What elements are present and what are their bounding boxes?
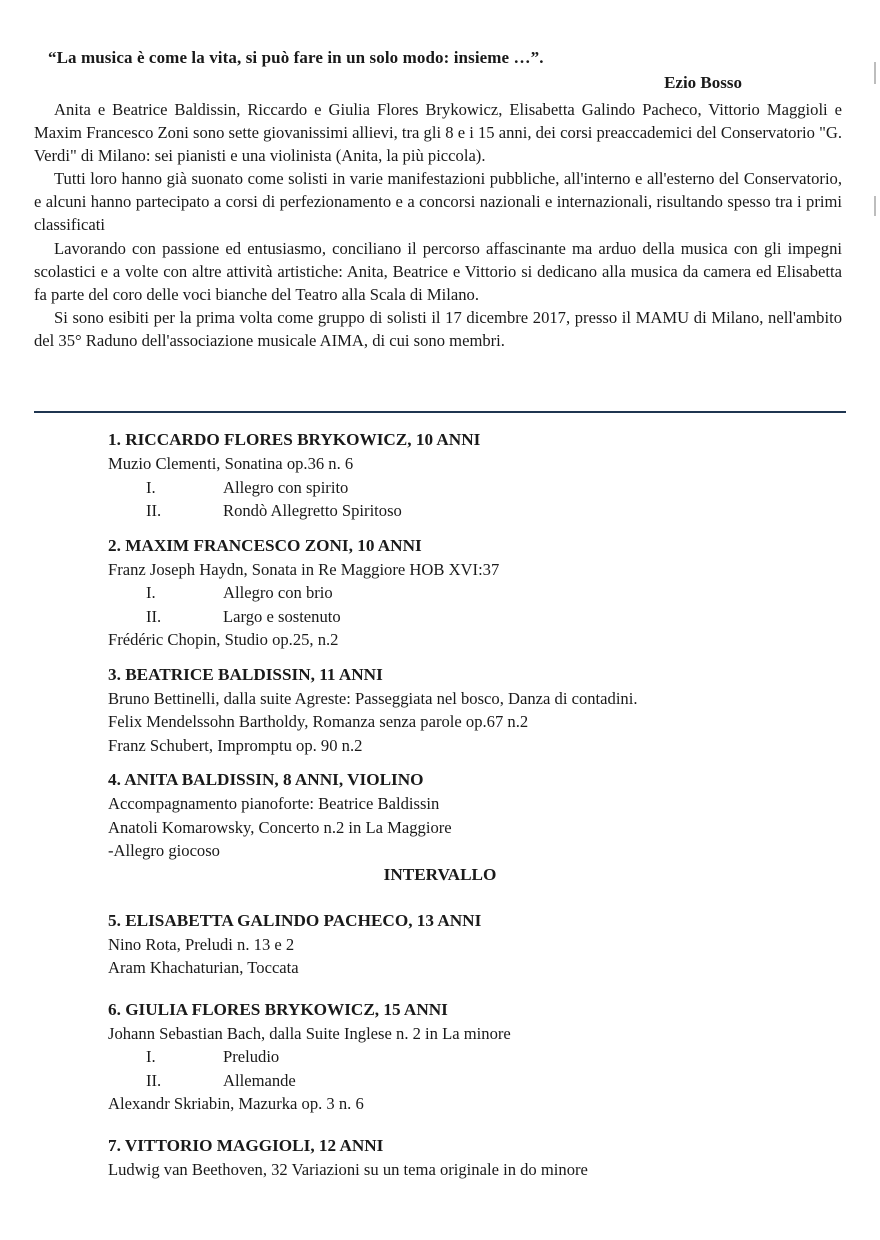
program-item-3 (108, 663, 828, 758)
movement-title: Allegro con spirito (223, 477, 349, 497)
section-divider (34, 411, 846, 413)
piece-line: Ludwig van Beethoven, 32 Variazioni su un tema originale in do minore (108, 1159, 588, 1179)
intro-text (34, 98, 842, 352)
movement-number: I. (146, 477, 156, 497)
performer-heading: 3. BEATRICE BALDISSIN, 11 ANNI (108, 664, 383, 684)
performer-heading: 1. RICCARDO FLORES BRYKOWICZ, 10 ANNI (108, 430, 481, 449)
movement-number: II. (146, 501, 162, 520)
movement-row (108, 581, 828, 605)
performer-heading: 7. VITTORIO MAGGIOLI, 12 ANNI (108, 1135, 384, 1155)
movement-title: Rondò Allegretto Spiritoso (223, 501, 402, 520)
performer-heading: 5. ELISABETTA GALINDO PACHECO, 13 ANNI (108, 910, 482, 930)
interval-heading: INTERVALLO (383, 864, 497, 884)
piece-line: Nino Rota, Preludi n. 13 e 2 (108, 934, 295, 954)
margin-mark (874, 62, 876, 84)
piece-line: Anatoli Komarowsky, Concerto n.2 in La Maggiore (108, 817, 452, 837)
movement-number: I. (146, 583, 156, 602)
performer-heading: 2. MAXIM FRANCESCO ZONI, 10 ANNI (108, 535, 422, 555)
program-item-4 (108, 768, 828, 863)
piece-line: Aram Khachaturian, Toccata (108, 958, 299, 977)
movement-number: II. (146, 606, 162, 626)
piece-line: Accompagnamento pianoforte: Beatrice Baldissin (108, 794, 440, 813)
performer-heading: 6. GIULIA FLORES BRYKOWICZ, 15 ANNI (108, 999, 448, 1019)
piece-line: -Allegro giocoso (108, 841, 220, 860)
program-item-2 (108, 534, 828, 652)
movement-row (108, 605, 828, 629)
movement-title: Allegro con brio (223, 583, 333, 602)
piece-line: Alexandr Skriabin, Mazurka op. 3 n. 6 (108, 1094, 364, 1113)
piece-line: Johann Sebastian Bach, dalla Suite Inglese n. 2 in La minore (108, 1023, 511, 1043)
piece-line: Bruno Bettinelli, dalla suite Agreste: Passeggiata nel bosco, Danza di contadini. (108, 688, 638, 708)
movement-row (108, 1045, 828, 1069)
performer-heading: 4. ANITA BALDISSIN, 8 ANNI, VIOLINO (108, 770, 424, 789)
movement-title: Preludio (223, 1047, 280, 1066)
intro-paragraph: Si sono esibiti per la prima volta come gruppo di solisti il 17 dicembre 2017, presso il MAMU di Milano, nell'ambito del 35° Raduno dell'associazione musicale AIMA, di cui sono membri. (34, 307, 842, 350)
piece-line: Franz Joseph Haydn, Sonata in Re Maggiore HOB XVI:37 (108, 559, 500, 579)
epigraph-quote: “La musica è come la vita, si può fare in un solo modo: insieme …”. (48, 48, 544, 67)
intro-paragraph: Lavorando con passione ed entusiasmo, conciliano il percorso affascinante ma arduo della musica con gli impegni scolastici e a volte con altre attività artistiche: Anita, Beatrice e Vittorio si dedicano alla musica da camera ed Elisabetta fa parte del coro delle voci bianche del Teatro alla Scala di Milano. (34, 238, 842, 304)
movement-row (108, 476, 828, 500)
program-item-5 (108, 909, 828, 980)
intro-paragraph: Tutti loro hanno già suonato come solisti in varie manifestazioni pubbliche, all'interno e all'esterno del Conservatorio, e alcuni hanno partecipato a corsi di perfezionamento e a concorsi nazionali e internazionali, risultando spesso tra i primi classificati (34, 169, 842, 235)
program-item-6 (108, 998, 828, 1116)
intro-paragraph: Anita e Beatrice Baldissin, Riccardo e Giulia Flores Brykowicz, Elisabetta Galindo Pacheco, Vittorio Maggioli e Maxim Francesco Zoni sono sette giovanissimi allievi, tra gli 8 e i 15 anni, dei corsi preaccademici del Conservatorio "G. Verdi" di Milano: sei pianisti e una violinista (Anita, la più piccola). (34, 100, 842, 166)
movement-title: Allemande (223, 1070, 296, 1090)
movement-number: I. (146, 1047, 156, 1066)
movement-number: II. (146, 1070, 162, 1090)
program-item-7 (108, 1134, 828, 1182)
program-item-1 (108, 428, 828, 523)
epigraph-author: Ezio Bosso (664, 73, 742, 92)
movement-title: Largo e sostenuto (223, 606, 341, 626)
movement-row (108, 499, 828, 523)
piece-line: Felix Mendelssohn Bartholdy, Romanza senza parole op.67 n.2 (108, 712, 529, 731)
piece-line: Frédéric Chopin, Studio op.25, n.2 (108, 630, 339, 649)
concert-program (108, 428, 828, 1192)
movement-row (108, 1069, 828, 1093)
piece-line: Muzio Clementi, Sonatina op.36 n. 6 (108, 454, 354, 473)
piece-line: Franz Schubert, Impromptu op. 90 n.2 (108, 735, 363, 755)
margin-mark (874, 196, 876, 216)
